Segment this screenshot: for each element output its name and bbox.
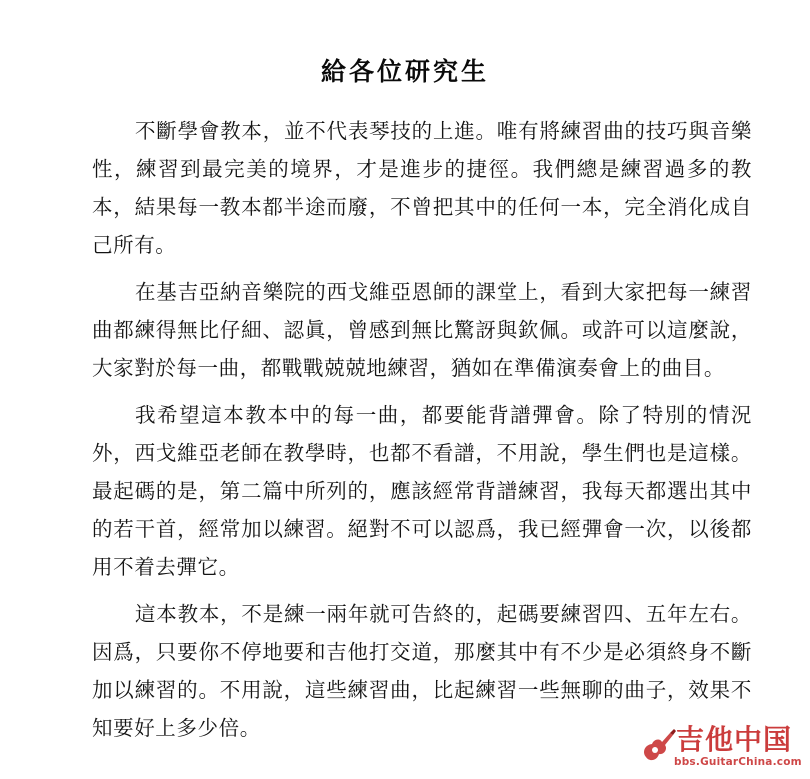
watermark-url: bbs.GuitarChina.com bbox=[674, 756, 802, 768]
watermark bbox=[640, 723, 800, 771]
guitar-logo-icon bbox=[640, 727, 676, 765]
page-title: 給各位研究生 bbox=[320, 57, 489, 86]
paragraph-1: 不斷學會教本，並不代表琴技的上進。唯有將練習曲的技巧與音樂性，練習到最完美的境界，才是進步的捷徑。我們總是練習過多的教本，結果每一教本都半途而廢，不曾把其中的任何一本，完全消化成自己所有。 bbox=[92, 119, 752, 257]
body-text bbox=[92, 112, 752, 756]
paragraph-4: 這本教本，不是練一兩年就可告終的，起碼要練習四、五年左右。因爲，只要你不停地要和吉他打交道，那麼其中有不少是必須終身不斷加以練習的。不用說，這些練習曲，比起練習一些無聊的曲子，效果不知要好上多少倍。 bbox=[92, 602, 752, 740]
paragraph-3: 我希望這本教本中的每一曲，都要能背譜彈會。除了特別的情況外，西戈維亞老師在教學時，也都不看譜，不用說，學生們也是這樣。最起碼的是，第二篇中所列的，應該經常背譜練習，我每天都選出其中的若干首，經常加以練習。絕對不可以認爲，我已經彈會一次，以後都用不着去彈它。 bbox=[92, 403, 752, 579]
watermark-text: 吉他中国 bbox=[676, 723, 793, 756]
paragraph-2: 在基吉亞納音樂院的西戈維亞恩師的課堂上，看到大家把每一練習曲都練得無比仔細、認眞，曾感到無比驚訝與欽佩。或許可以這麼說，大家對於每一曲，都戰戰兢兢地練習，猶如在準備演奏會上的曲目。 bbox=[92, 280, 752, 380]
